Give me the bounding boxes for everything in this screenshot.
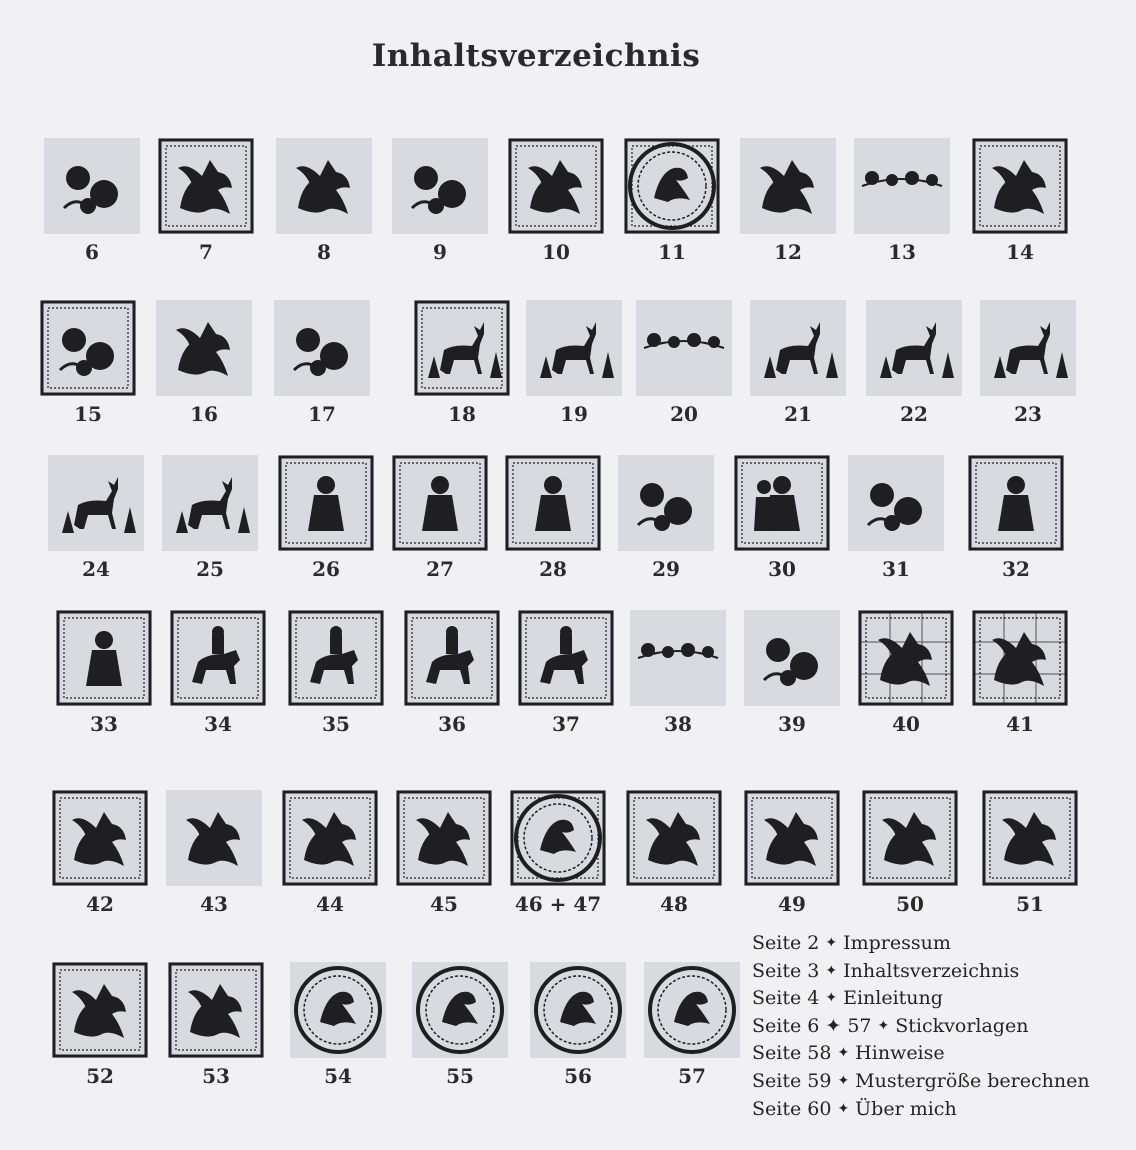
couple-framed-icon [734, 455, 830, 551]
pattern-thumbnail [848, 455, 944, 551]
stag-forest-icon [162, 455, 258, 551]
pattern-thumbnail [288, 610, 384, 706]
pattern-page-number: 14 [1006, 240, 1034, 264]
toc-page: Seite 59 [752, 1069, 832, 1092]
griffin-small-icon [166, 790, 262, 886]
pattern-page-number: 23 [1014, 402, 1042, 426]
peacock-framed-icon [508, 138, 604, 234]
pattern-page-number: 10 [542, 240, 570, 264]
pattern-page-number: 13 [888, 240, 916, 264]
pattern-thumbnail [392, 455, 488, 551]
figure-framed-icon [968, 455, 1064, 551]
bird-floral-wide-icon [274, 300, 370, 396]
deer-forest-icon [866, 300, 962, 396]
pattern-thumbnail [744, 790, 840, 886]
toc-separator: ✦ [825, 990, 838, 1007]
pattern-tile[interactable] [624, 138, 720, 264]
pattern-thumbnail [630, 610, 726, 706]
toc-separator: ✦ [837, 1045, 850, 1062]
pattern-page-number: 12 [774, 240, 802, 264]
pattern-thumbnail [866, 300, 962, 396]
pattern-thumbnail [290, 962, 386, 1058]
toc-entry[interactable] [752, 1096, 1090, 1124]
toc-entry[interactable] [752, 1040, 1090, 1068]
toc-page: Seite 60 [752, 1097, 832, 1120]
pattern-tile[interactable] [392, 455, 488, 581]
toc-separator: ✦ [837, 1100, 850, 1117]
pattern-page-number: 49 [778, 892, 806, 916]
toc-entry[interactable] [752, 985, 1090, 1013]
doe-forest-icon [48, 455, 144, 551]
griffin-lattice-icon [972, 610, 1068, 706]
lion-lattice-icon [858, 610, 954, 706]
pattern-thumbnail [392, 138, 488, 234]
dragon-roundel-icon [530, 962, 626, 1058]
pattern-tile[interactable] [518, 610, 614, 736]
pattern-tile[interactable] [626, 790, 722, 916]
toc-title: Mustergröße berechnen [855, 1069, 1090, 1092]
pattern-page-number: 34 [204, 712, 232, 736]
pattern-page-number: 30 [768, 557, 796, 581]
pattern-thumbnail [158, 138, 254, 234]
bird-roundel-icon [644, 962, 740, 1058]
pattern-tile[interactable] [744, 790, 840, 916]
pattern-thumbnail [530, 962, 626, 1058]
pattern-page-number: 31 [882, 557, 910, 581]
pattern-tile[interactable] [972, 610, 1068, 736]
pattern-tile[interactable] [414, 300, 510, 426]
pattern-page-number: 45 [430, 892, 458, 916]
pattern-tile[interactable] [630, 610, 726, 736]
pattern-tile[interactable] [404, 610, 500, 736]
cherub-framed-icon [278, 455, 374, 551]
pattern-thumbnail [750, 300, 846, 396]
griffin-framed-icon [744, 790, 840, 886]
stag-forest-icon [750, 300, 846, 396]
pattern-page-number: 29 [652, 557, 680, 581]
pattern-tile[interactable] [52, 962, 148, 1088]
pattern-tile[interactable] [854, 138, 950, 264]
pattern-thumbnail [734, 455, 830, 551]
pattern-tile[interactable] [392, 138, 488, 264]
pattern-thumbnail [44, 138, 140, 234]
knight-framed-icon [518, 610, 614, 706]
pattern-page-number: 20 [670, 402, 698, 426]
bird-floral-icon [44, 138, 140, 234]
floral-spray-icon [618, 455, 714, 551]
pattern-tile[interactable] [980, 300, 1076, 426]
pattern-page-number: 38 [664, 712, 692, 736]
pattern-page-number: 21 [784, 402, 812, 426]
pattern-page-number: 6 [85, 240, 99, 264]
pattern-tile[interactable] [288, 610, 384, 736]
pattern-tile[interactable] [734, 455, 830, 581]
knight-framed-icon [404, 610, 500, 706]
pattern-page-number: 22 [900, 402, 928, 426]
pattern-page-number: 51 [1016, 892, 1044, 916]
pattern-tile[interactable] [290, 962, 386, 1088]
bird-branch-icon [276, 138, 372, 234]
dragon-floral-icon [744, 610, 840, 706]
pattern-tile[interactable] [510, 790, 606, 916]
pattern-thumbnail [526, 300, 622, 396]
toc-page: Seite 2 [752, 932, 820, 954]
pattern-page-number: 18 [448, 402, 476, 426]
pattern-page-number: 8 [317, 240, 331, 264]
pattern-thumbnail [980, 300, 1076, 396]
cherub-framed-icon [505, 455, 601, 551]
pattern-thumbnail [972, 610, 1068, 706]
pattern-tile[interactable] [40, 300, 136, 426]
pattern-thumbnail [170, 610, 266, 706]
pattern-tile[interactable] [530, 962, 626, 1088]
pattern-page-number: 17 [308, 402, 336, 426]
toc-separator: ✦ [837, 1072, 850, 1089]
pheasant-icon [740, 138, 836, 234]
pattern-tile[interactable] [396, 790, 492, 916]
pattern-tile[interactable] [56, 610, 152, 736]
pattern-tile[interactable] [968, 455, 1064, 581]
griffin-framed-icon [52, 790, 148, 886]
pattern-thumbnail [162, 455, 258, 551]
toc-page: Seite 4 [752, 987, 820, 1010]
pattern-page-number: 26 [312, 557, 340, 581]
pattern-thumbnail [40, 300, 136, 396]
rose-border-icon [854, 138, 950, 234]
pattern-thumbnail [982, 790, 1078, 886]
pattern-page-number: 41 [1006, 712, 1034, 736]
lion-framed-icon [982, 790, 1078, 886]
pattern-tile[interactable] [505, 455, 601, 581]
pattern-thumbnail [624, 138, 720, 234]
pattern-thumbnail [972, 138, 1068, 234]
pattern-page-number: 33 [90, 712, 118, 736]
toc-page: Seite 3 [752, 959, 820, 982]
pattern-page-number: 11 [658, 240, 686, 264]
pattern-page-number: 52 [86, 1064, 114, 1088]
griffin-framed-icon [52, 962, 148, 1058]
pattern-page-number: 50 [896, 892, 924, 916]
pattern-thumbnail [636, 300, 732, 396]
pattern-page-number: 9 [433, 240, 447, 264]
griffin-border-icon [630, 610, 726, 706]
dragon-framed-icon [972, 138, 1068, 234]
toc-title: Impressum [843, 932, 951, 954]
pattern-thumbnail [276, 138, 372, 234]
toc-separator: ✦ [877, 1017, 890, 1034]
roses-icon [848, 455, 944, 551]
two-birds-floral-icon [392, 138, 488, 234]
pattern-tile[interactable] [282, 790, 378, 916]
pattern-page-number: 37 [552, 712, 580, 736]
pattern-tile[interactable] [162, 455, 258, 581]
pattern-thumbnail [854, 138, 950, 234]
pattern-page-number: 7 [199, 240, 213, 264]
dragon-framed-icon [168, 962, 264, 1058]
pattern-page-number: 44 [316, 892, 344, 916]
pattern-tile[interactable] [866, 300, 962, 426]
pattern-tile[interactable] [644, 962, 740, 1088]
pattern-page-number: 15 [74, 402, 102, 426]
pattern-thumbnail [518, 610, 614, 706]
pattern-tile[interactable] [982, 790, 1078, 916]
pattern-tile[interactable] [48, 455, 144, 581]
pattern-tile[interactable] [618, 455, 714, 581]
bird-shaded-icon [156, 300, 252, 396]
pattern-tile[interactable] [740, 138, 836, 264]
pattern-page-number: 54 [324, 1064, 352, 1088]
eagle-framed-icon [282, 790, 378, 886]
knight-framed-icon [288, 610, 384, 706]
table-of-contents [752, 930, 1090, 1123]
pattern-page-number: 53 [202, 1064, 230, 1088]
pattern-tile[interactable] [44, 138, 140, 264]
pattern-tile[interactable] [158, 138, 254, 264]
rosette-framed-icon [40, 300, 136, 396]
pattern-page-number: 39 [778, 712, 806, 736]
pattern-thumbnail [52, 790, 148, 886]
pattern-thumbnail [968, 455, 1064, 551]
pattern-thumbnail [412, 962, 508, 1058]
lion-framed-icon [626, 790, 722, 886]
pattern-page-number: 19 [560, 402, 588, 426]
pattern-thumbnail [858, 610, 954, 706]
pattern-thumbnail [168, 962, 264, 1058]
heron-framed-icon [158, 138, 254, 234]
pattern-thumbnail [48, 455, 144, 551]
deer-tree-icon [980, 300, 1076, 396]
pattern-tile[interactable] [168, 962, 264, 1088]
pattern-page-number: 36 [438, 712, 466, 736]
deer-leaping-icon [526, 300, 622, 396]
pattern-tile[interactable] [636, 300, 732, 426]
toc-page: Seite 58 [752, 1042, 832, 1065]
toc-title: Stickvorlagen [895, 1014, 1029, 1037]
page-title: Inhaltsverzeichnis [371, 38, 701, 74]
pattern-page-number: 25 [196, 557, 224, 581]
pattern-thumbnail [282, 790, 378, 886]
swan-medallion-icon [624, 138, 720, 234]
pattern-page-number: 57 [678, 1064, 706, 1088]
pattern-thumbnail [52, 962, 148, 1058]
cherub-framed-icon [392, 455, 488, 551]
rose-border-double-icon [636, 300, 732, 396]
pattern-page-number: 55 [446, 1064, 474, 1088]
pattern-page-number: 35 [322, 712, 350, 736]
bird-framed-icon [396, 790, 492, 886]
pattern-tile[interactable] [52, 790, 148, 916]
eagle-roundel-icon [290, 962, 386, 1058]
pattern-page-number: 42 [86, 892, 114, 916]
pattern-tile[interactable] [278, 455, 374, 581]
pattern-thumbnail [626, 790, 722, 886]
toc-entry[interactable] [752, 1068, 1090, 1096]
pattern-thumbnail [278, 455, 374, 551]
pattern-tile[interactable] [166, 790, 262, 916]
toc-separator: ✦ [825, 962, 838, 979]
toc-entry[interactable] [752, 1013, 1090, 1041]
pattern-tile[interactable] [276, 138, 372, 264]
pattern-thumbnail [510, 790, 606, 886]
pattern-tile[interactable] [744, 610, 840, 736]
pattern-thumbnail [740, 138, 836, 234]
toc-entry[interactable] [752, 930, 1090, 958]
pattern-page-number: 43 [200, 892, 228, 916]
pattern-page-number: 32 [1002, 557, 1030, 581]
dragon-framed-icon [862, 790, 958, 886]
pattern-tile[interactable] [412, 962, 508, 1088]
pattern-tile[interactable] [274, 300, 370, 426]
toc-entry[interactable] [752, 958, 1090, 986]
toc-title: Einleitung [843, 987, 943, 1010]
toc-page: Seite 6 ✦ 57 [752, 1014, 872, 1037]
pattern-tile[interactable] [156, 300, 252, 426]
griffin-roundel-icon [412, 962, 508, 1058]
knight-framed-icon [170, 610, 266, 706]
pattern-thumbnail [505, 455, 601, 551]
pattern-page-number: 27 [426, 557, 454, 581]
lady-framed-icon [56, 610, 152, 706]
pattern-page-number: 46 + 47 [514, 892, 602, 916]
pattern-page-number: 48 [660, 892, 688, 916]
toc-title: Inhaltsverzeichnis [843, 959, 1020, 982]
pattern-tile[interactable] [862, 790, 958, 916]
pattern-thumbnail [618, 455, 714, 551]
pattern-thumbnail [508, 138, 604, 234]
pattern-thumbnail [274, 300, 370, 396]
pattern-thumbnail [396, 790, 492, 886]
pattern-thumbnail [744, 610, 840, 706]
pattern-page-number: 40 [892, 712, 920, 736]
pattern-tile[interactable] [848, 455, 944, 581]
pattern-tile[interactable] [858, 610, 954, 736]
pattern-thumbnail [56, 610, 152, 706]
pattern-thumbnail [156, 300, 252, 396]
deer-framed-icon [414, 300, 510, 396]
pattern-page-number: 24 [82, 557, 110, 581]
pattern-thumbnail [404, 610, 500, 706]
pattern-thumbnail [166, 790, 262, 886]
pattern-page-number: 28 [539, 557, 567, 581]
griffin-medallion-icon [510, 790, 606, 886]
pattern-tile[interactable] [526, 300, 622, 426]
toc-title: Über mich [855, 1097, 957, 1120]
pattern-page-number: 56 [564, 1064, 592, 1088]
pattern-thumbnail [862, 790, 958, 886]
pattern-tile[interactable] [508, 138, 604, 264]
pattern-tile[interactable] [750, 300, 846, 426]
pattern-thumbnail [644, 962, 740, 1058]
pattern-page-number: 16 [190, 402, 218, 426]
toc-separator: ✦ [825, 935, 838, 951]
pattern-tile[interactable] [972, 138, 1068, 264]
pattern-tile[interactable] [170, 610, 266, 736]
toc-title: Hinweise [855, 1042, 945, 1065]
pattern-thumbnail [414, 300, 510, 396]
